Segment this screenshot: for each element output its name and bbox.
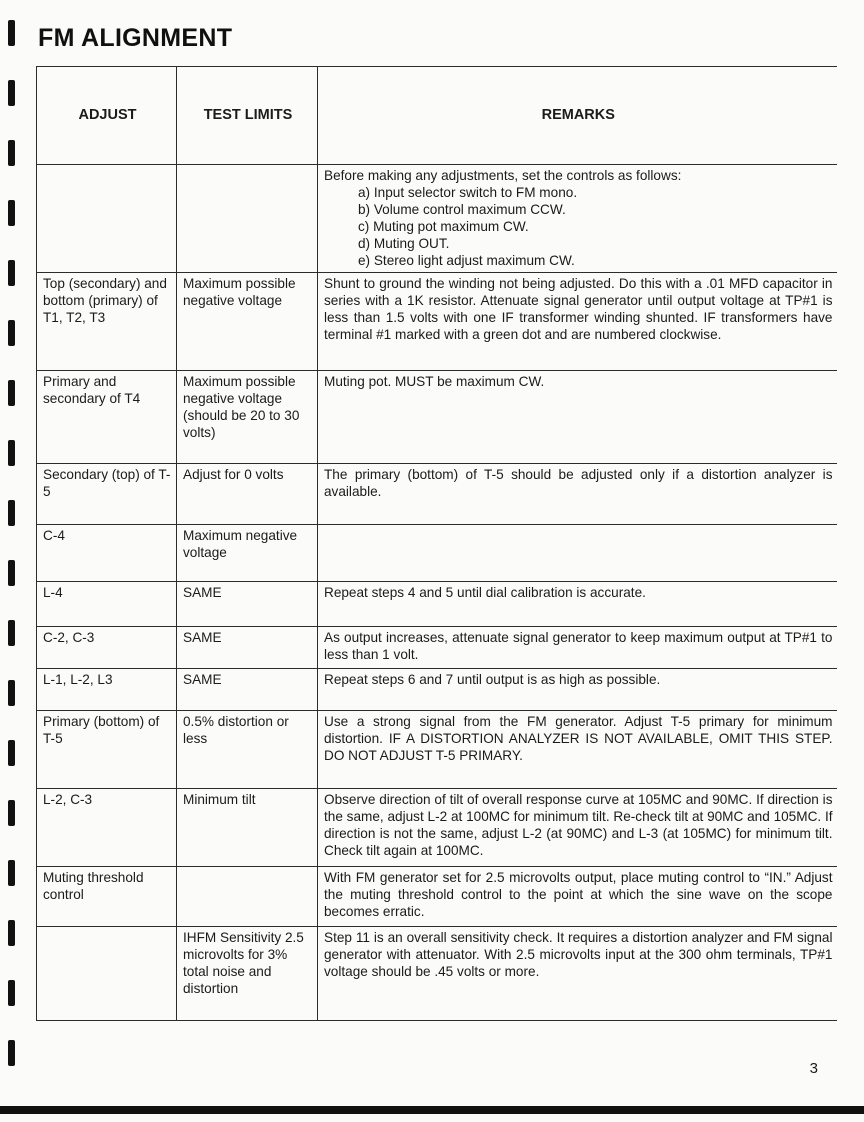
table-row: [37, 627, 837, 669]
adjust-cell: Primary and secondary of T4: [37, 371, 177, 464]
limits-cell: Maximum possible negative voltage (should be 20 to 30 volts): [177, 371, 318, 464]
table-row: [37, 464, 837, 525]
intro-item: c) Muting pot maximum CW.: [358, 219, 529, 234]
table-row: [37, 927, 837, 1021]
remarks-cell: With FM generator set for 2.5 microvolts output, place muting control to “IN.” Adjust the muting threshold control to the point at which the sine wave on the scope becomes erratic.: [318, 867, 837, 927]
table-row: [37, 867, 837, 927]
limits-cell: SAME: [177, 627, 318, 669]
intro-item: e) Stereo light adjust maximum CW.: [358, 253, 575, 268]
limits-cell: 0.5% distortion or less: [177, 711, 318, 789]
header-remarks: REMARKS: [318, 67, 837, 165]
page-number: 3: [809, 1060, 818, 1077]
intro-list: [324, 184, 833, 269]
intro-row: [37, 165, 837, 273]
bottom-edge-bar: [0, 1106, 864, 1114]
remarks-cell: Repeat steps 6 and 7 until output is as high as possible.: [318, 669, 837, 711]
adjust-cell: Muting threshold control: [37, 867, 177, 927]
limits-cell: Adjust for 0 volts: [177, 464, 318, 525]
table-row: [37, 789, 837, 867]
table-row: [37, 582, 837, 627]
table-row: [37, 669, 837, 711]
alignment-table: [36, 66, 837, 1021]
header-test-limits: TEST LIMITS: [177, 67, 318, 165]
intro-item: a) Input selector switch to FM mono.: [358, 185, 578, 200]
intro-item: d) Muting OUT.: [358, 236, 450, 251]
remarks-cell: As output increases, attenuate signal generator to keep maximum output at TP#1 to less than 1 volt.: [318, 627, 837, 669]
remarks-cell: Repeat steps 4 and 5 until dial calibration is accurate.: [318, 582, 837, 627]
intro-item: b) Volume control maximum CCW.: [358, 202, 566, 217]
table-row: [37, 371, 837, 464]
intro-text: Before making any adjustments, set the controls as follows:: [324, 168, 682, 183]
remarks-cell: The primary (bottom) of T-5 should be adjusted only if a distortion analyzer is available.: [318, 464, 837, 525]
adjust-cell: C-2, C-3: [37, 627, 177, 669]
limits-cell: Maximum possible negative voltage: [177, 273, 318, 371]
limits-cell: IHFM Sensitivity 2.5 microvolts for 3% total noise and distortion: [177, 927, 318, 1021]
remarks-cell: Observe direction of tilt of overall response curve at 105MC and 90MC. If direction is the same, adjust L-2 at 100MC for minimum tilt. Re-check tilt at 90MC and 105MC. If direction is not the same, adjust L-2 (at 90MC) and L-3 (at 105MC) for minimum tilt. Check tilt again at 100MC.: [318, 789, 837, 867]
remarks-cell: Use a strong signal from the FM generator. Adjust T-5 primary for minimum distortion. IF A DISTORTION ANALYZER IS NOT AVAILABLE, OMIT THIS STEP. DO NOT ADJUST T-5 PRIMARY.: [318, 711, 837, 789]
remarks-cell: Shunt to ground the winding not being adjusted. Do this with a .01 MFD capacitor in series with a 1K resistor. Attenuate signal generator until output voltage at TP#1 is less than 1.5 volts with one IF transformer winding shunted. IF transformers have terminal #1 marked with a green dot and are numbered clockwise.: [318, 273, 837, 371]
remarks-cell: Step 11 is an overall sensitivity check. It requires a distortion analyzer and FM signal generator with attenuator. With 2.5 microvolts input at the 300 ohm terminals, TP#1 voltage should be .45 volts or more.: [318, 927, 837, 1021]
header-adjust: ADJUST: [37, 67, 177, 165]
table-row: [37, 273, 837, 371]
adjust-cell: L-1, L-2, L3: [37, 669, 177, 711]
adjust-cell: Top (secondary) and bottom (primary) of T1, T2, T3: [37, 273, 177, 371]
limits-cell: Maximum negative voltage: [177, 525, 318, 582]
remarks-cell: Muting pot. MUST be maximum CW.: [318, 371, 837, 464]
adjust-cell: Primary (bottom) of T-5: [37, 711, 177, 789]
limits-cell: [177, 867, 318, 927]
adjust-cell: L-4: [37, 582, 177, 627]
limits-cell: SAME: [177, 582, 318, 627]
remarks-cell: [318, 525, 837, 582]
adjust-cell: Secondary (top) of T-5: [37, 464, 177, 525]
table-row: [37, 525, 837, 582]
adjust-cell: L-2, C-3: [37, 789, 177, 867]
adjust-cell: C-4: [37, 525, 177, 582]
binding-holes: [6, 20, 20, 1080]
limits-cell: SAME: [177, 669, 318, 711]
page-title: FM ALIGNMENT: [38, 24, 233, 52]
limits-cell: Minimum tilt: [177, 789, 318, 867]
table-row: [37, 711, 837, 789]
adjust-cell: [37, 927, 177, 1021]
